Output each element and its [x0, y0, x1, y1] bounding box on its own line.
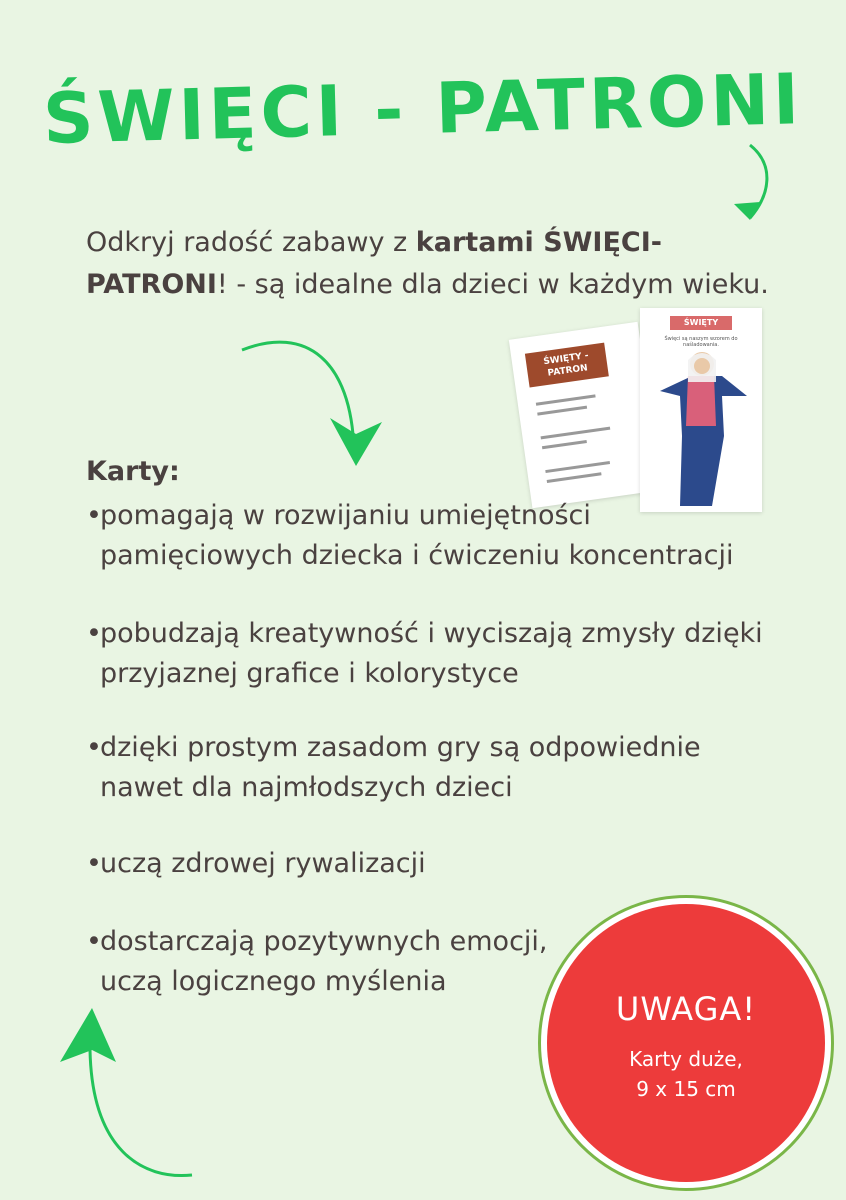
bullet-dot: • — [86, 732, 102, 763]
bullet-text: pobudzają kreatywność i wyciszają zmysły dzięki przyjaznej grafice i kolorystyce — [100, 618, 763, 689]
list-item — [86, 728, 701, 808]
list-item — [86, 614, 763, 694]
bullet-dot: • — [86, 618, 102, 649]
card1-header: ŚWIĘTY - PATRON — [525, 343, 609, 388]
intro-paragraph — [86, 222, 786, 306]
curved-arrow-icon — [236, 330, 396, 480]
uwaga-badge — [538, 895, 834, 1191]
bullet-text: dostarczają pozytywnych emocji, uczą logicznego myślenia — [100, 926, 548, 997]
intro-bold-1: kartami ŚWIĘCI- — [415, 227, 662, 258]
intro-text-before: Odkryj radość zabawy z — [86, 227, 416, 258]
uwaga-title: UWAGA! — [615, 990, 757, 1028]
bullet-text: pomagają w rozwijaniu umiejętności pamięciowych dziecka i ćwiczeniu koncentracji — [100, 500, 734, 571]
uwaga-text: Karty duże, 9 x 15 cm — [629, 1047, 743, 1101]
card-preview-saint — [640, 308, 762, 512]
bullet-dot: • — [86, 926, 102, 957]
uwaga-circle — [547, 904, 825, 1182]
list-item — [86, 844, 426, 884]
curved-arrow-icon — [720, 140, 780, 230]
list-item — [86, 496, 734, 576]
bullet-dot: • — [86, 848, 102, 879]
bullet-dot: • — [86, 500, 102, 531]
intro-text-after: ! - są idealne dla dzieci w każdym wieku. — [216, 269, 769, 300]
card2-caption: Święci są naszym wzorem do naśladowania. — [664, 336, 738, 348]
list-item — [86, 922, 548, 1002]
saint-figure-icon — [652, 346, 752, 506]
bullet-text: uczą zdrowej rywalizacji — [100, 848, 426, 879]
curved-arrow-icon — [52, 1000, 202, 1190]
page-title: ŚWIĘCI - PATRONI — [41, 58, 804, 160]
intro-bold-2: PATRONI — [86, 269, 217, 300]
bullet-text: dzięki prostym zasadom gry są odpowiednie nawet dla najmłodszych dzieci — [100, 732, 701, 803]
card-preview-patron — [509, 322, 661, 508]
card2-header: ŚWIĘTY — [670, 316, 732, 330]
karty-heading: Karty: — [86, 456, 180, 487]
